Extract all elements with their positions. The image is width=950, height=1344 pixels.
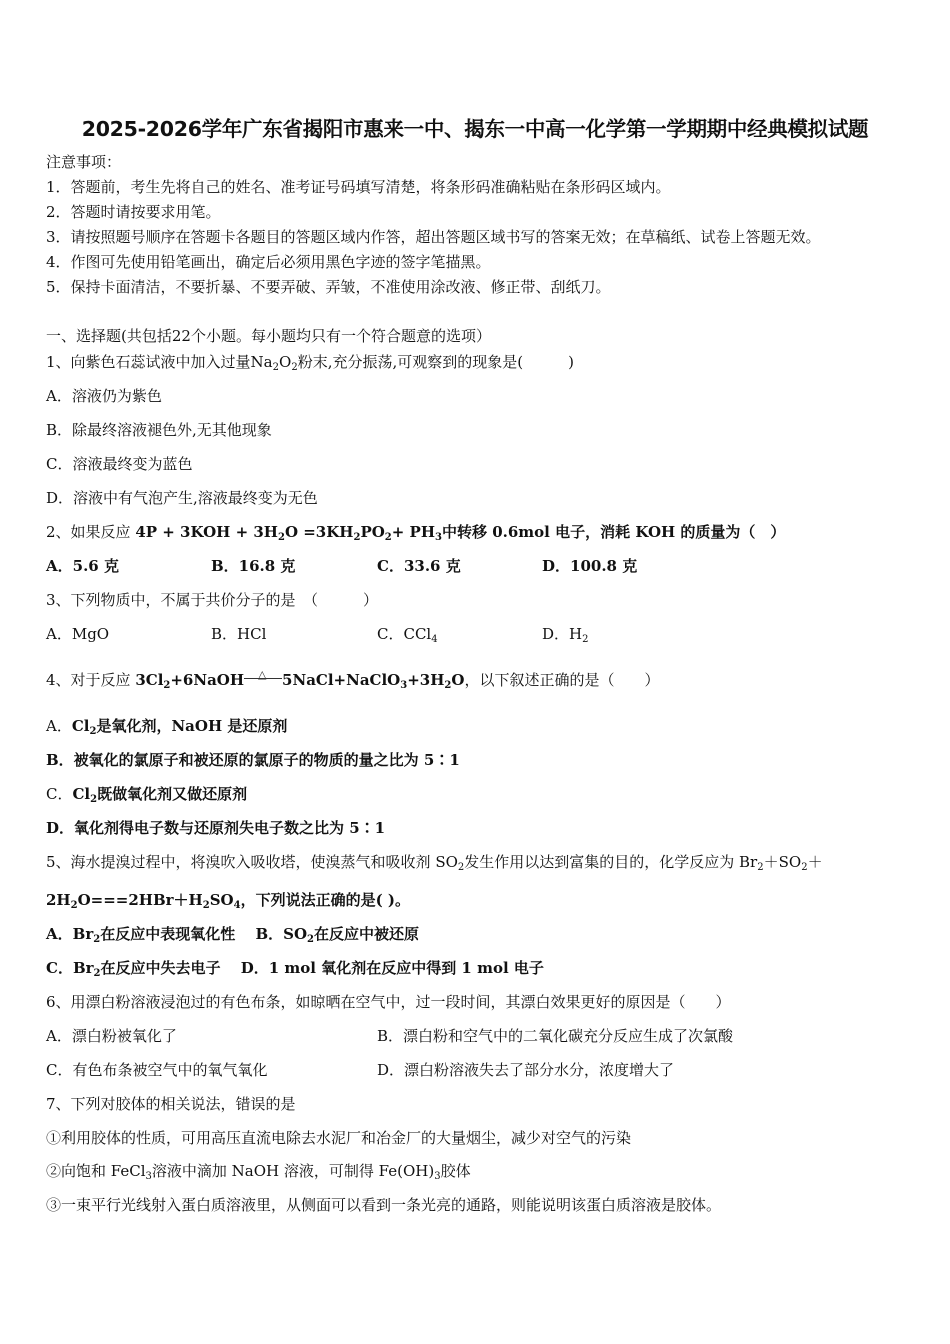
- heating-arrow: [244, 668, 282, 691]
- q5-option-c: C．$Br_2$在反应中失去电子: [46, 959, 236, 979]
- notice-item-5: 5．保持卡面清洁，不要折暴、不要弄破、弄皱，不准使用涂改液、修正带、刮纸刀。: [46, 278, 611, 296]
- q5-stem-line1: 5、海水提溴过程中，将溴吹入吸收塔，使溴蒸气和吸收剂 $SO_2$发生作用以达到富集的目的，化学反应为 $Br_2+SO_2+$: [46, 853, 823, 873]
- q5-option-a: A．$Br_2$在反应中表现氧化性: [46, 925, 251, 945]
- q5-options-ab: [46, 924, 419, 950]
- q7-item-1: ①利用胶体的性质，可用高压直流电除去水泥厂和冶金厂的大量烟尘，减少对空气的污染: [46, 1129, 632, 1147]
- notice-item-2: 2．答题时请按要求用笔。: [46, 203, 221, 221]
- q1-stem: 1、向紫色石蕊试液中加入过量$Na_2O_2$粉末,充分振荡,可观察到的现象是( ): [46, 353, 574, 373]
- q2-option-c: C．33.6 克: [377, 557, 461, 575]
- q2-option-a: A．5.6 克: [46, 557, 119, 575]
- q6-option-b: B．漂白粉和空气中的二氧化碳充分反应生成了次氯酸: [377, 1027, 734, 1045]
- q1-option-b: B．除最终溶液褪色外,无其他现象: [46, 421, 272, 439]
- q6-stem: 6、用漂白粉溶液浸泡过的有色布条，如晾晒在空气中，过一段时间，其漂白效果更好的原因是（ ）: [46, 993, 731, 1011]
- q6-option-c: C．有色布条被空气中的氧气氧化: [46, 1061, 268, 1079]
- notice-item-3: 3．请按照题号顺序在答题卡各题目的答题区域内作答，超出答题区域书写的答案无效；在草稿纸、试卷上答题无效。: [46, 228, 821, 246]
- q4-stem: 4、对于反应 $3Cl_2+6NaOH$ △ $5NaCl+NaClO_3+3H_2O$，以下叙述正确的是（ ）: [46, 670, 659, 696]
- q1-option-d: D．溶液中有气泡产生,溶液最终变为无色: [46, 489, 318, 507]
- q6-option-a: A．漂白粉被氧化了: [46, 1027, 177, 1045]
- q2-stem: 2、如果反应 $4P + 3KOH + 3H_2O =3KH_2PO_2+ PH_3$中转移 0.6mol 电子，消耗 KOH 的质量为（ ）: [46, 523, 786, 543]
- q4-option-c: C．$Cl_2$既做氧化剂又做还原剂: [46, 785, 248, 805]
- q4-option-d: D．氧化剂得电子数与还原剂失电子数之比为 5∶1: [46, 819, 386, 837]
- q2-option-b: B．16.8 克: [211, 557, 296, 575]
- q5-stem-line2: $2H_2O===2HBr+H_2SO_4$，下列说法正确的是( )。: [46, 891, 410, 911]
- q1-option-c: C．溶液最终变为蓝色: [46, 455, 193, 473]
- notice-item-1: 1．答题前，考生先将自己的姓名、准考证号码填写清楚，将条形码准确粘贴在条形码区域内。: [46, 178, 671, 196]
- q3-option-b: B．HCl: [211, 625, 267, 643]
- q3-option-c: C．CCl$_4$: [377, 625, 438, 645]
- q7-item-2: ②向饱和 FeCl$_3$溶液中滴加 NaOH 溶液，可制得 $Fe(OH)_3$胶体: [46, 1162, 471, 1182]
- exam-title: 2025-2026学年广东省揭阳市惠来一中、揭东一中高一化学第一学期期中经典模拟试题: [81, 117, 869, 141]
- q4-option-a: A．$Cl_2$是氧化剂，NaOH 是还原剂: [46, 717, 288, 737]
- delta-icon: △: [258, 668, 267, 681]
- q5-option-d: D．1 mol 氧化剂在反应中得到 1 mol 电子: [240, 959, 544, 977]
- q5-option-b: B．$SO_2$在反应中被还原: [255, 925, 420, 945]
- section-heading: 一、选择题(共包括22个小题。每小题均只有一个符合题意的选项）: [46, 327, 491, 345]
- notice-heading: 注意事项：: [46, 153, 122, 171]
- q3-option-a: A．MgO: [46, 625, 110, 643]
- q3-option-d: D．$H_2$: [542, 625, 589, 645]
- q6-option-d: D．漂白粉溶液失去了部分水分，浓度增大了: [377, 1061, 675, 1079]
- notice-item-4: 4．作图可先使用铅笔画出，确定后必须用黑色字迹的签字笔描黑。: [46, 253, 491, 271]
- q3-stem: 3、下列物质中，不属于共价分子的是 （ ）: [46, 591, 379, 609]
- q4-option-b: B．被氧化的氯原子和被还原的氯原子的物质的量之比为 5∶1: [46, 751, 460, 769]
- q5-options-cd: [46, 958, 544, 984]
- q7-item-3: ③一束平行光线射入蛋白质溶液里，从侧面可以看到一条光亮的通路，则能说明该蛋白质溶液是胶体。: [46, 1196, 722, 1214]
- q1-option-a: A．溶液仍为紫色: [46, 387, 162, 405]
- q2-option-d: D．100.8 克: [542, 557, 638, 575]
- q7-stem: 7、下列对胶体的相关说法，错误的是: [46, 1095, 296, 1113]
